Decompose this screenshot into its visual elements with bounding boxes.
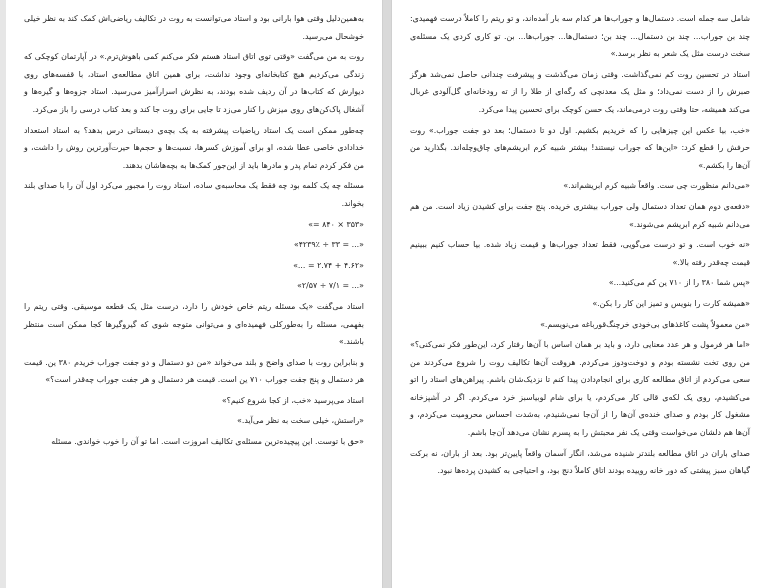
dialogue-line: استاد می‌پرسید «خب، از کجا شروع کنیم؟» — [221, 395, 364, 405]
paragraph: شامل سه جمله است. دستمال‌ها و جوراب‌ها هر کدام سه بار آمده‌اند، و تو ریتم را کاملاً درست فهمیدی: چند بن جوراب... چند بن دستمال... چند بن؛ دستمال‌ها... جوراب‌ها... بن. تو کاری کردی یک مسئله‌ی سخت درست مثل یک شعر به نظر برسد.» — [410, 14, 750, 59]
paragraph: استاد در تحسین روت کم نمی‌گذاشت. وقتی زمان می‌گذشت و پیشرفت چندانی حاصل نمی‌شد هرگز صبرش را از دست نمی‌داد؛ و مثل یک معدنچی که رگه‌ای از طلا را از ته رودخانه‌ای گل‌آلودی غربال می‌کند همیشه، حتا وقتی روت درمی‌ماند، یک حسن کوچک برای تحسین پیدا می‌کرد. — [410, 69, 750, 114]
paragraph: «نه خوب است. و تو درست می‌گویی، فقط تعداد جوراب‌ها و قیمت زیاد شده. بیا حساب کنیم ببینیم قیمت چه‌قدر رفته بالا.» — [410, 240, 750, 267]
paragraph: و بنابراین روت با صدای واضح و بلند می‌خواند «من دو دستمال و دو جفت جوراب خریدم ۳۸۰ ین. قیمت هر دستمال و پنج جفت جوراب ۷۱۰ ین است. قیمت هر دستمال و هر جفت جوراب چه‌قدر است؟» — [24, 357, 364, 385]
paragraph: «خب، بیا عکس این چیزهایی را که خریدیم بکشیم. اول دو تا دستمال؛ بعد دو جفت جوراب.» روت حرفش را قطع کرد: «این‌ها که جوراب نیستند! بیشتر شبیه کرم ابریشم‌های چاق‌وچله‌اند. بگذارید من آن‌ها را بکشم.» — [410, 125, 750, 170]
math-expression: «۳۵۳ × ۸۴۰ =» — [308, 219, 364, 229]
paragraph: «اما هر فرمول و هر عدد معنایی دارد، و باید بر همان اساس با آن‌ها رفتار کرد، این‌طور فکر نمی‌کنی؟» من روی تخت نشسته بودم و دوخت‌ودوز می‌کردم. هروقت آن‌ها تکالیف روت را شروع می‌کردند من سعی می‌کردم از اتاق مطالعه کاری برای انجام‌دادن پیدا کنم تا نزدیک‌شان باشم. پیراهن‌های استاد را اتو می‌کشیدم، روی یک لکه‌ی قالی کار می‌کردم، یا برای شام لوبیاسبز خرد می‌کردم. اگر در آشپزخانه مشغول کار بودم و صدای خنده‌ی آن‌ها را از آن‌جا نمی‌شنیدم، به‌شدت احساس محرومیت می‌کردم، و آن‌ها هم دلشان می‌خواست وقتی یک نفر محبتش را به پسرم نشان می‌دهد آن‌جا باشم. — [410, 340, 750, 438]
dialogue-line: «می‌دانم منظورت چی ست. واقعاً شبیه کرم ابریشم‌اند.» — [563, 181, 750, 191]
paragraph: استاد می‌گفت «یک مسئله ریتم خاص خودش را دارد، درست مثل یک قطعه موسیقی. وقتی ریتم را بفهمی، مسئله را به‌طورکلی فهمیده‌ای و می‌توانی متوجه شوی که گیروگیرها کجا ممکن است منتظر باشند.» — [24, 301, 364, 347]
left-page — [6, 0, 383, 588]
paragraph: «حق با توست. این پیچیده‌ترین مسئله‌ی تکالیف امروزت است. اما تو آن را خوب خواندی. مسئله — [51, 437, 364, 447]
dialogue-line: «راستش، خیلی سخت به نظر می‌آید.» — [237, 416, 364, 426]
dialogue-line: «من معمولاً پشت کاغذهای بی‌خودی خرچنگ‌قورباغه می‌نویسم.» — [540, 319, 750, 329]
math-expression: «۴.۶۲ + ۲.۷۴ = ...» — [293, 260, 364, 270]
paragraph: چه‌طور ممکن است یک استاد ریاضیات پیشرفته به یک بچه‌ی دبستانی درس بدهد؟ به استاد استعداد خدادادی خاصی عطا شده، او برای آموزش کسرها، نسبت‌ها و حجم‌ها حیرت‌آورترین روش را داشت، و من فکر کردم تمام پدر و مادرها باید از این‌جور کمک‌ها به بچه‌هاشان بدهند. — [24, 125, 364, 170]
paragraph: روت به من می‌گفت «وقتی توی اتاق استاد هستم فکر می‌کنم کمی باهوش‌ترم.» در آپارتمان کوچکی که زندگی می‌کردیم هیچ کتابخانه‌ای وجود نداشت، برای همین اتاق مطالعه‌ی استاد، با قفسه‌های روی دیوارش که کتاب‌ها در آن ردیف شده بودند، به نظرش اسرارآمیز می‌رسید. استاد جزوه‌ها و گیره‌ها و آشغال پاک‌کن‌های روی میزش را کنار می‌زد تا جایی برای روت جا کند و بعد کتاب درسی را باز می‌کرد. — [24, 52, 364, 114]
dialogue-line: «همیشه کارت را بنویس و تمیز این کار را بکن.» — [592, 298, 750, 308]
right-page — [391, 0, 768, 588]
page-gutter — [383, 0, 391, 588]
math-expression: «... = ۳۳ ÷ ۴۲۳۹٪» — [293, 240, 364, 250]
paragraph: به‌همین‌دلیل وقتی هوا بارانی بود و استاد می‌توانست به روت در تکالیف ریاضی‌اش کمک کند به نظر خیلی خوشحال می‌رسید. — [24, 14, 364, 41]
dialogue-line: «پس شما ۳۸۰ را از ۷۱۰ ین کم می‌کنید...» — [608, 278, 750, 288]
paragraph: مسئله چه یک کلمه بود چه فقط یک محاسبه‌ی ساده، استاد روت را مجبور می‌کرد اول آن را با صدای بلند بخواند. — [24, 181, 364, 208]
math-expression: «... = ۷/۱ ÷ ۲/۵۷» — [297, 281, 364, 291]
paragraph: صدای باران در اتاق مطالعه بلندتر شنیده می‌شد، انگار آسمان واقعاً پایین‌تر بود. بعد از باران، نه برکت گیاهان سبز پیشتی که دور خانه روییده بودند اتاق کاملاً دنج بود، و احتیاجی به کشیدن پرده‌ها نبود. — [410, 448, 750, 476]
paragraph: «دفعه‌ی دوم همان تعداد دستمال ولی جوراب بیشتری خریده. پنج جفت برای کشیدن زیاد است. من هم می‌دانم شبیه کرم ابریشم می‌شوند.» — [410, 201, 750, 229]
